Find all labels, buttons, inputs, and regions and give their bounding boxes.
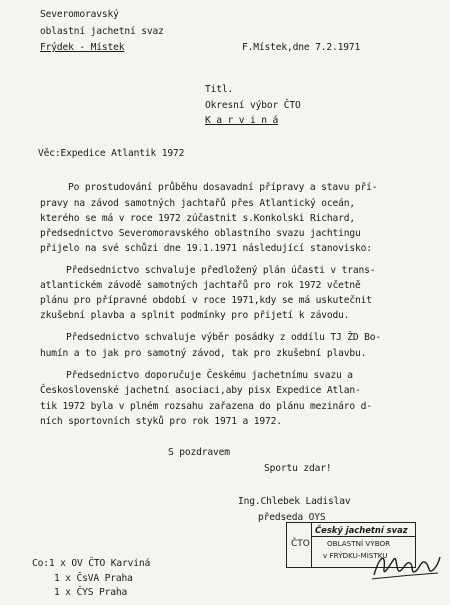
para1-line3: kterého se má v roce 1972 zúčastnit s.Konkolski Richard,: [40, 213, 356, 224]
letterhead-line2: oblastní jachetní svaz: [40, 26, 164, 37]
stamp-line2: OBLASTNÍ VÝBOR: [327, 539, 391, 548]
handwritten-signature: [370, 545, 442, 585]
para2-line3: plánu pro přípravné období v roce 1971,kdy se má uskutečnit: [40, 295, 372, 306]
closing-sport: Sportu zdar!: [264, 463, 332, 474]
place-date: F.Místek,dne 7.2.1971: [242, 42, 361, 53]
stamp-line1: Český jachetní svaz: [315, 525, 408, 535]
copies-line3: 1 x ČYS Praha: [54, 587, 128, 598]
para3-line2: humín a to jak pro samotný závod, tak pro zkušební plavbu.: [40, 348, 367, 359]
para1-line4: předsednictvo Severomoravského oblastního svazu jachtingu: [40, 228, 361, 239]
letterhead-line3: Frýdek - Místek: [40, 42, 125, 53]
para1-line5: přijelo na své schůzi dne 19.1.1971 následující stanovisko:: [40, 243, 372, 254]
signer-name: Ing.Chlebek Ladislav: [238, 496, 351, 507]
para2-line4: zkušební plavba a splnit podmínky pro přijetí k závodu.: [40, 310, 350, 321]
para3-line1: Předsednictvo schvaluje výběr posádky z oddílu TJ ŽD Bo-: [66, 332, 382, 343]
para1-line2: pravy na závod samotných jachtařů přes Atlantický oceán,: [40, 198, 356, 209]
stamp-line3: v FRÝDKU-MÍSTKU: [323, 551, 388, 560]
recipient-line1: Titl.: [205, 84, 234, 95]
copies-line1: Co:1 x OV ČTO Karviná: [32, 558, 151, 569]
para4-line4: ních sportovních styků pro rok 1971 a 1972.: [40, 416, 282, 427]
signer-title: předseda OYS: [258, 512, 326, 523]
recipient-line2: Okresní výbor ČTO: [205, 100, 301, 111]
para4-line3: tik 1972 byla v plném rozsahu zařazena do plánu mezináro d-: [40, 401, 372, 412]
para4-line2: Československé jachetní asociaci,aby pisx Expedice Atlan-: [40, 385, 361, 396]
para4-line1: Předsednictvo doporučuje Českému jachetnímu svazu a: [66, 370, 353, 381]
subject-line: Věc:Expedice Atlantik 1972: [38, 148, 185, 159]
stamp-label: ČTO: [291, 539, 310, 549]
stamp-divider-horizontal: [311, 536, 415, 537]
letterhead-line1: Severomoravský: [40, 9, 119, 20]
closing-greeting: S pozdravem: [168, 447, 230, 458]
recipient-line3: K a r v i n á: [205, 115, 279, 126]
para2-line1: Předsednictvo schvaluje předložený plán účasti v trans-: [66, 265, 376, 276]
para2-line2: atlantickém závodě samotných jachtařů pro rok 1972 včetně: [40, 280, 361, 291]
copies-line2: 1 x ČsVA Praha: [54, 573, 133, 584]
para1-line1: Po prostudování průběhu dosavadní přípravy a stavu pří-: [68, 182, 378, 193]
stamp-divider-vertical: [311, 523, 312, 567]
